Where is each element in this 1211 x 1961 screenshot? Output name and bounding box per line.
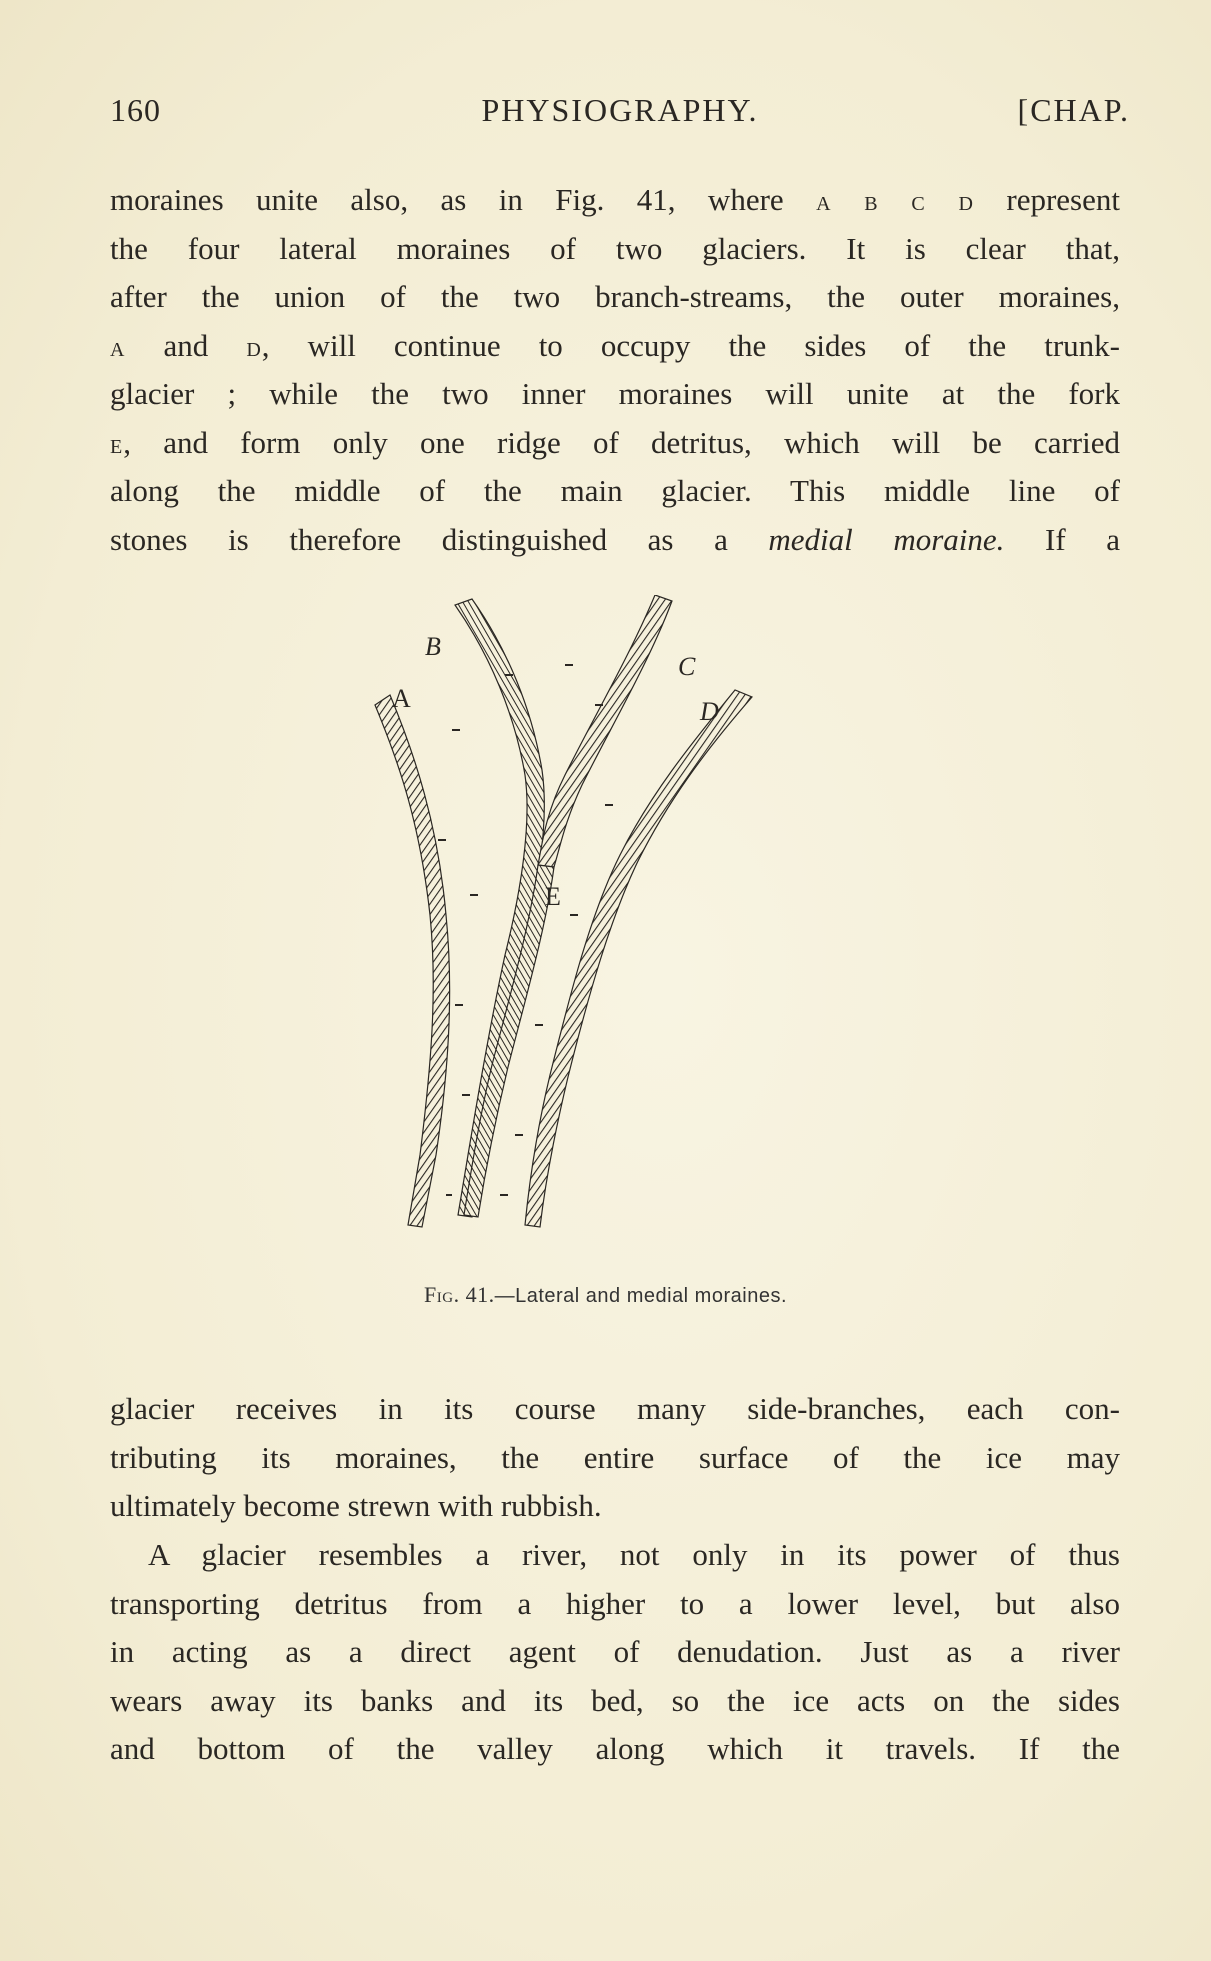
text-line: along the middle of the main glacier. This middle line of [110, 473, 1120, 508]
figure-caption [0, 1282, 1211, 1308]
running-title: PHYSIOGRAPHY. [481, 92, 759, 128]
caption-label: Fig. 41. [424, 1282, 495, 1307]
moraine-d [525, 690, 752, 1227]
running-header [110, 92, 1130, 138]
text-line: ultimately become strewn with rubbish. [110, 1488, 602, 1523]
text-line: and bottom of the valley along which it travels. If the [110, 1731, 1120, 1766]
caption-text: —Lateral and medial moraines. [494, 1285, 787, 1307]
text-line: stones is therefore distinguished as a medial moraine. If a [110, 521, 1120, 557]
text-line: e, and form only one ridge of detritus, which will be carried [110, 424, 1120, 460]
text-line: moraines unite also, as in Fig. 41, where a b c d represent [110, 182, 1120, 217]
moraine-a [375, 695, 450, 1227]
paragraph-3 [110, 1531, 1120, 1774]
chapter-marker: [CHAP. [1017, 92, 1130, 128]
text-line: the four lateral moraines of two glaciers. It is clear that, [110, 230, 1120, 266]
label-d: D [700, 697, 719, 726]
text-line: tributing its moraines, the entire surface of the ice may [110, 1439, 1120, 1475]
label-a: A [392, 684, 411, 713]
label-c: C [678, 652, 696, 681]
label-b: B [425, 632, 441, 661]
moraine-figure [360, 595, 920, 1275]
text-line: wears away its banks and its bed, so the ice acts on the sides [110, 1682, 1120, 1718]
label-e: E [545, 882, 561, 911]
text-line: A glacier resembles a river, not only in its power of thus [148, 1537, 1120, 1572]
text-line: transporting detritus from a higher to a lower level, but also [110, 1585, 1120, 1621]
page-number: 160 [110, 92, 161, 128]
text-line: a and d, will continue to occupy the sides of the trunk- [110, 327, 1120, 363]
paragraph-2 [110, 1385, 1120, 1531]
paragraph-1 [110, 176, 1120, 564]
text-line: after the union of the two branch-streams, the outer moraines, [110, 279, 1120, 314]
text-line: glacier ; while the two inner moraines will unite at the fork [110, 376, 1120, 411]
text-line: glacier receives in its course many side-branches, each con- [110, 1391, 1120, 1426]
text-line: in acting as a direct agent of denudation. Just as a river [110, 1634, 1120, 1669]
